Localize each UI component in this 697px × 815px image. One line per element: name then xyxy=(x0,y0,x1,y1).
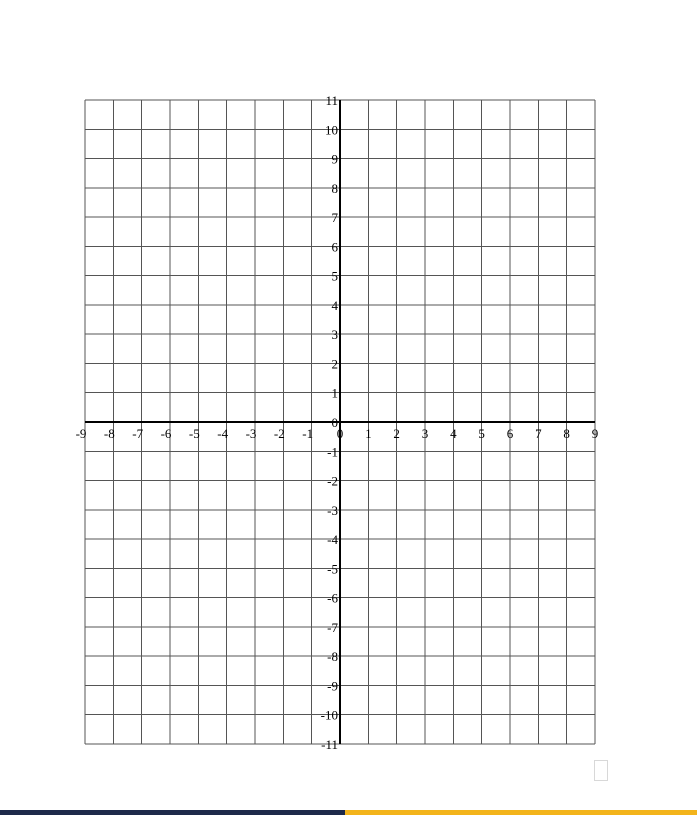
y-tick-label: 0 xyxy=(331,415,338,430)
y-tick-label: -2 xyxy=(327,473,338,489)
x-tick-label: -1 xyxy=(302,426,314,441)
page-corner-box xyxy=(594,760,608,781)
x-tick-label: -6 xyxy=(160,426,172,441)
x-tick-label: 8 xyxy=(563,426,570,441)
x-tick-label: 6 xyxy=(506,426,514,441)
y-tick-label: 10 xyxy=(325,122,338,138)
y-tick-label: -10 xyxy=(320,707,338,723)
y-tick-label: 4 xyxy=(331,297,338,313)
x-tick-label: 0 xyxy=(336,426,344,441)
x-tick-label: -3 xyxy=(245,426,257,441)
x-tick-label: 9 xyxy=(591,426,599,441)
y-tick-label: -11 xyxy=(321,737,338,752)
y-tick-label: -4 xyxy=(327,532,338,548)
y-tick-label: 2 xyxy=(331,356,338,372)
x-tick-label: -9 xyxy=(75,426,87,441)
y-tick-label: -8 xyxy=(327,649,338,665)
x-tick-label: -8 xyxy=(103,426,115,441)
x-tick-label: -4 xyxy=(217,426,229,441)
x-tick-label: 1 xyxy=(365,426,372,441)
y-tick-label: -6 xyxy=(327,590,338,606)
y-tick-label: 9 xyxy=(331,151,338,167)
x-tick-label: -5 xyxy=(188,426,200,441)
y-tick-label: 5 xyxy=(331,268,338,284)
y-tick-label: 7 xyxy=(331,210,338,226)
y-tick-label: -7 xyxy=(327,619,338,635)
y-tick-label: 8 xyxy=(331,180,338,196)
footer-bar xyxy=(0,810,697,815)
x-tick-label: 2 xyxy=(393,426,400,441)
y-tick-label: -9 xyxy=(327,678,338,694)
y-tick-label: 6 xyxy=(331,239,338,255)
axes xyxy=(85,100,595,744)
x-tick-label: -2 xyxy=(273,426,285,441)
x-tick-label: 7 xyxy=(535,426,542,441)
y-tick-label: -5 xyxy=(327,561,338,577)
x-tick-label: 4 xyxy=(450,426,457,441)
y-tick-label: 3 xyxy=(331,327,338,343)
x-tick-label: 3 xyxy=(421,426,429,441)
x-tick-label: -7 xyxy=(132,426,144,441)
y-tick-label: 11 xyxy=(325,93,338,108)
y-tick-label: 1 xyxy=(331,385,338,401)
y-tick-label: -3 xyxy=(327,502,338,518)
footer-navy-stripe xyxy=(0,810,360,815)
y-tick-label: -1 xyxy=(327,444,338,460)
footer-gold-stripe xyxy=(345,810,697,815)
x-tick-label: 5 xyxy=(478,426,485,441)
